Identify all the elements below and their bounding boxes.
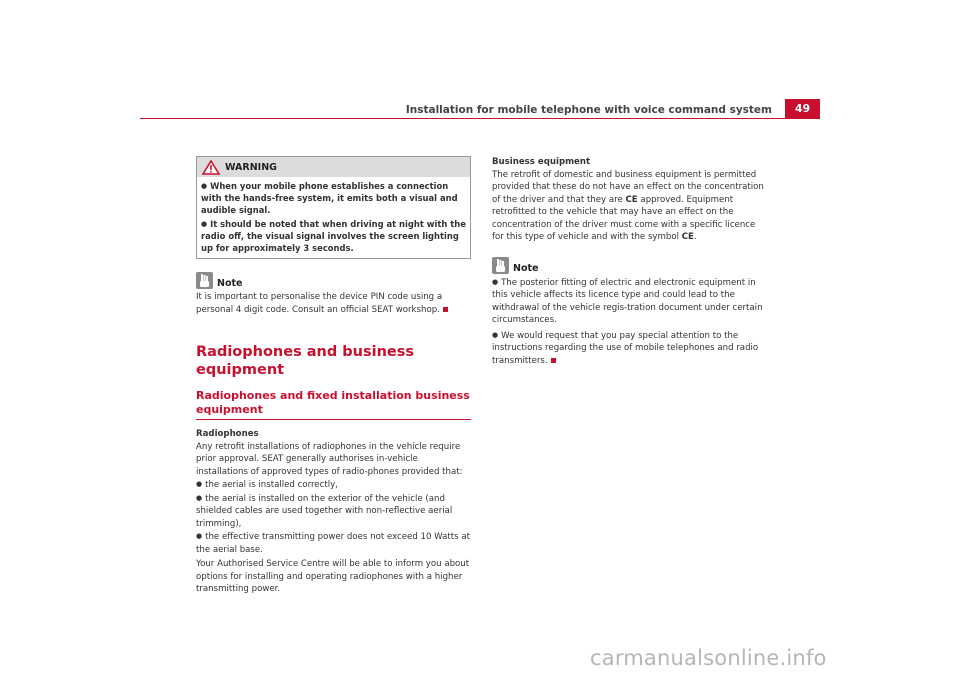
warning-body [197, 177, 470, 258]
warning-label: WARNING [225, 162, 277, 173]
warning-box [196, 156, 471, 259]
end-mark [551, 358, 556, 363]
note-item: ● We would request that you pay special attention to the instructions regarding the use of mobile telephones and radio transmitters. [492, 329, 767, 368]
page-number: 49 [785, 99, 820, 119]
watermark: carmanualsonline.info [590, 646, 827, 670]
radiophones-bullet: ● the aerial is installed correctly, [196, 478, 471, 492]
radiophones-bullet: ● the aerial is installed on the exterior of the vehicle (and shielded cables are used together with non-reflective aerial trimming), [196, 492, 471, 531]
header-title: Installation for mobile telephone with voice command system [405, 104, 772, 116]
note-hand-icon [492, 257, 509, 274]
section-title: Radiophones and business equipment [196, 344, 415, 378]
radiophones-closing: Your Authorised Service Centre will be able to inform you about options for installing and operating radiophones with a higher transmitting power. [196, 559, 470, 594]
radiophones-intro: Any retrofit installations of radiophones in the vehicle require prior approval. SEAT generally authorises in-vehicle installations of approved types of radio-phones provided that: [196, 441, 463, 477]
warning-header [197, 157, 470, 177]
business-text: The retrofit of domestic and business equipment is permitted provided that these do not have an effect on the concentration of the driver and that they are CE approved. Equipment retrofitted to the vehicle that may have an effect on the concentration of the driver must come with a specific licence for this type of vehicle and with the symbol CE. [492, 169, 764, 242]
left-column [196, 156, 471, 596]
warning-item: ● It should be noted that when driving at night with the radio off, the visual signal involves the screen lighting up for approximately 3 seconds. [201, 218, 466, 254]
end-mark [443, 307, 448, 312]
radiophones-bullet: ● the effective transmitting power does not exceed 10 Watts at the aerial base. [196, 530, 471, 556]
note-text: It is important to personalise the device PIN code using a personal 4 digit code. Consult an official SEAT workshop. [196, 291, 471, 316]
warning-item: ● When your mobile phone establishes a connection with the hands-free system, it emits both a visual and audible signal. [201, 180, 466, 216]
note-label: Note [513, 262, 539, 274]
radiophones-heading: Radiophones [196, 429, 259, 439]
note-hand-icon [196, 272, 213, 289]
right-column [492, 156, 767, 367]
note-header [492, 254, 767, 274]
business-heading: Business equipment [492, 157, 591, 167]
section-subtitle: Radiophones and fixed installation business equipment [196, 389, 471, 420]
warning-triangle-icon [202, 160, 220, 175]
header-rule [140, 118, 820, 119]
note-item: ● The posterior fitting of electric and electronic equipment in this vehicle affects its licence type and could lead to the withdrawal of the vehicle regis-tration document under certain circumstances. [492, 276, 767, 327]
note-header [196, 269, 471, 289]
note-label: Note [217, 278, 243, 289]
